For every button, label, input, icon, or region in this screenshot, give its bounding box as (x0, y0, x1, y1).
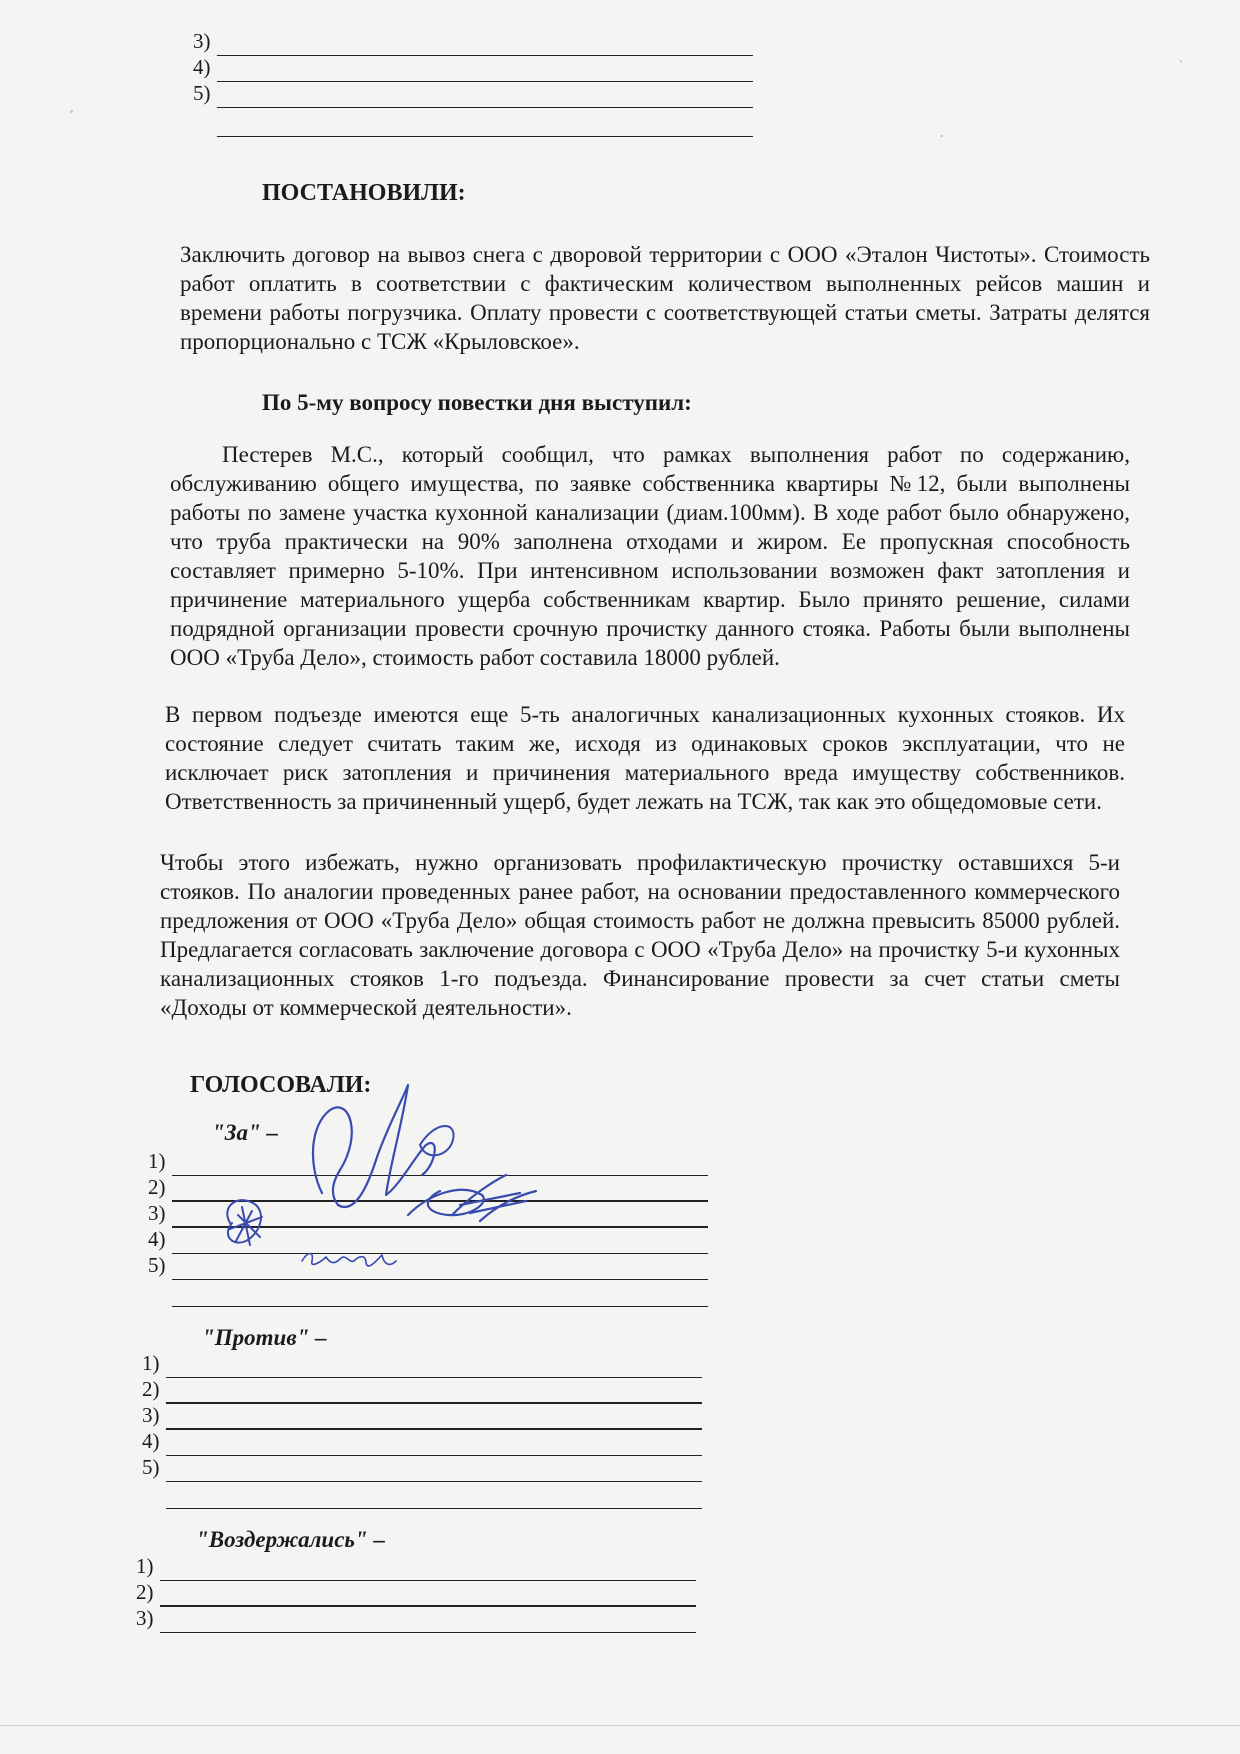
speech-paragraph-3: Чтобы этого избежать, нужно организовать профилактическую прочистку оставшихся 5-и стояков. По аналогии проведенных ранее работ, на основании предоставленного коммерческого предложения от ООО «Труба Дело» общая стоимость работ не должна превысить 85000 рублей. Предлагается согласовать заключение договора с ООО «Труба Дело» на прочистку 5-и кухонных канализационных стояков 1-го подъезда. Финансирование провести за счет статьи сметы «Доходы от коммерческой деятельности». (160, 850, 1120, 1020)
vote-abstained-label: "Воздержались" – (196, 1527, 385, 1552)
vote-against-line: 4) (142, 1430, 702, 1456)
vote-against-line: 3) (142, 1404, 702, 1430)
vote-abstained-line: 2) (136, 1581, 696, 1607)
scan-edge-line (0, 1725, 1240, 1726)
scan-speck (1180, 60, 1182, 63)
vote-for-line: 4) (148, 1228, 708, 1254)
blank-line (217, 136, 753, 137)
vote-for-line: 5) (148, 1254, 708, 1280)
vote-for-line: 2) (148, 1176, 708, 1202)
list-line: 5) (193, 82, 753, 108)
resolved-heading: ПОСТАНОВИЛИ: (262, 180, 466, 206)
vote-against-line: 1) (142, 1352, 702, 1378)
resolved-text: Заключить договор на вывоз снега с дворовой территории с ООО «Эталон Чистоты». Стоимость работ оплатить в соответствии с фактическим количеством выполненных рейсов машин и времени работы погрузчика. Оплату провести с соответствующей статьи сметы. Затраты делятся пропорционально с ТСЖ «Крыловское». (180, 242, 1150, 354)
blank-line (172, 1306, 708, 1307)
vote-for-line: 1) (148, 1150, 708, 1176)
vote-for-line: 3) (148, 1202, 708, 1228)
speech-paragraph-1: Пестерев М.С., который сообщил, что рамках выполнения работ по содержанию, обслуживанию общего имущества, по заявке собственника квартиры №12, были выполнены работы по замене участка кухонной канализации (диам.100мм). В ходе работ было обнаружено, что труба практически на 90% заполнена отходами и жиром. Ее пропускная способность составляет примерно 5-10%. При интенсивном использовании возможен факт затопления и причинение материального ущерба собственникам квартир. Было принято решение, силами подрядной организации провести срочную прочистку данного стояка. Работы были выполнены ООО «Труба Дело», стоимость работ составила 18000 рублей. (170, 442, 1130, 670)
voting-heading: ГОЛОСОВАЛИ: (190, 1072, 372, 1098)
blank-line (166, 1508, 702, 1509)
vote-against-line: 5) (142, 1456, 702, 1482)
vote-abstained-line: 3) (136, 1607, 696, 1633)
vote-for-label: "За" – (212, 1120, 278, 1145)
vote-against-label: "Против" – (202, 1325, 327, 1350)
list-line: 4) (193, 56, 753, 82)
question-heading: По 5-му вопросу повестки дня выступил: (262, 390, 692, 415)
scan-speck (940, 135, 943, 137)
scan-speck (70, 110, 73, 113)
speech-paragraph-2: В первом подъезде имеются еще 5-ть аналогичных канализационных кухонных стояков. Их состояние следует считать таким же, исходя из одинаковых сроков эксплуатации, что не исключает риск затопления и причинения материального вреда имуществу собственников. Ответственность за причиненный ущерб, будет лежать на ТСЖ, так как это общедомовые сети. (165, 702, 1125, 814)
vote-against-line: 2) (142, 1378, 702, 1404)
list-line: 3) (193, 30, 753, 56)
vote-abstained-line: 1) (136, 1555, 696, 1581)
